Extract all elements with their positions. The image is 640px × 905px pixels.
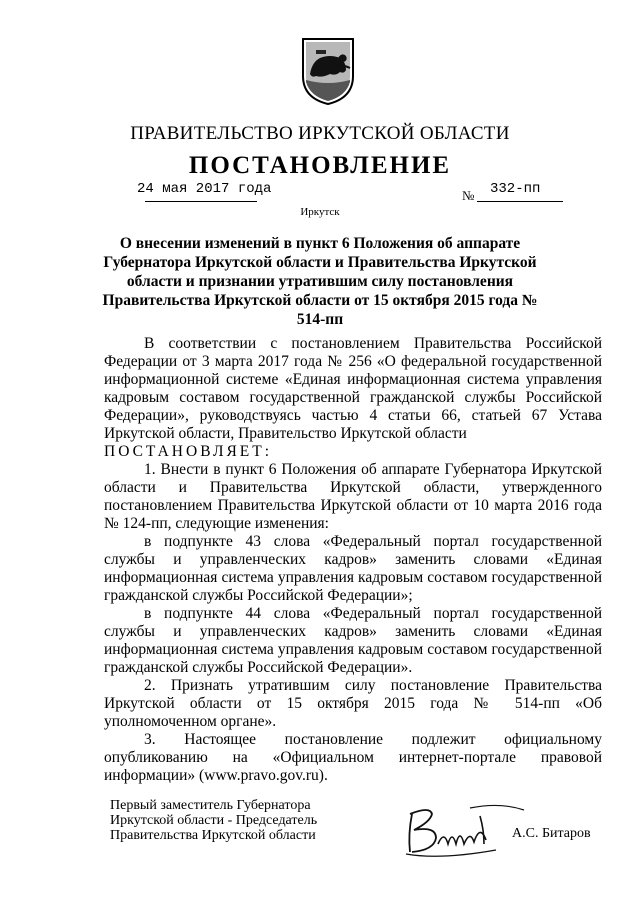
document-date: 24 мая 2017 года — [137, 181, 272, 197]
document-type: ПОСТАНОВЛЕНИЕ — [188, 152, 452, 179]
item-1-subitem-44: в подпункте 44 слова «Федеральный портал государственной службы и управленческих кадров» заменить словами «Единая информационная система управления кадровым составом государственной гражданской службы Российской Федерации». — [104, 605, 602, 676]
item-1-paragraph: 1. Внести в пункт 6 Положения об аппарате Губернатора Иркутской области и Правительства Иркутской области, утвержденного постановлением Правительства Иркутской области от 10 марта 2016 года № 124-пп, следующие изменения: — [104, 461, 602, 532]
signatory-name: А.С. Битаров — [512, 826, 591, 841]
date-underline — [145, 201, 257, 202]
handwritten-signature-icon — [400, 800, 530, 860]
coat-of-arms-icon — [300, 36, 356, 106]
item-3-paragraph: 3. Настоящее постановление подлежит официальному опубликованию на «Официальном интернет-портале правовой информации» (www.pravo.gov.ru). — [104, 731, 602, 784]
document-title: О внесении изменений в пункт 6 Положения об аппарате Губернатора Иркутской области и Правительства Иркутской области и признании утратившим силу постановления Правительства Иркутской области от 15 октября 2015 года № 514-пп — [102, 235, 538, 328]
item-1-subitem-43: в подпункте 43 слова «Федеральный портал государственной службы и управленческих кадров» заменить словами «Единая информационная система управления кадровым составом государственной гражданской службы Российской Федерации»; — [104, 533, 602, 604]
document-body — [104, 335, 602, 785]
number-underline — [477, 201, 563, 202]
signatory-position-line-3: Правительства Иркутской области — [110, 828, 316, 843]
preamble-paragraph: В соответствии с постановлением Правительства Российской Федерации от 3 марта 2017 года № 256 «О федеральной государственной информационной системе «Единая информационная система управления кадровым составом государственной гражданской службы Российской Федерации», руководствуясь частью 4 статьи 66, статьей 67 Устава Иркутской области, Правительство Иркутской области — [104, 335, 602, 442]
signatory-position — [110, 798, 317, 843]
signatory-position-line-2: Иркутской области - Председатель — [110, 813, 318, 828]
number-sign: № — [462, 188, 475, 203]
resolves-heading: ПОСТАНОВЛЯЕТ: — [104, 443, 273, 460]
organization-name: ПРАВИТЕЛЬСТВО ИРКУТСКОЙ ОБЛАСТИ — [130, 123, 510, 144]
document-number: 332-пп — [490, 181, 541, 197]
signatory-position-line-1: Первый заместитель Губернатора — [110, 798, 311, 813]
city: Иркутск — [300, 206, 340, 218]
item-2-paragraph: 2. Признать утратившим силу постановление Правительства Иркутской области от 15 октября 2015 года № 514-пп «Об уполномоченном органе». — [104, 677, 602, 730]
